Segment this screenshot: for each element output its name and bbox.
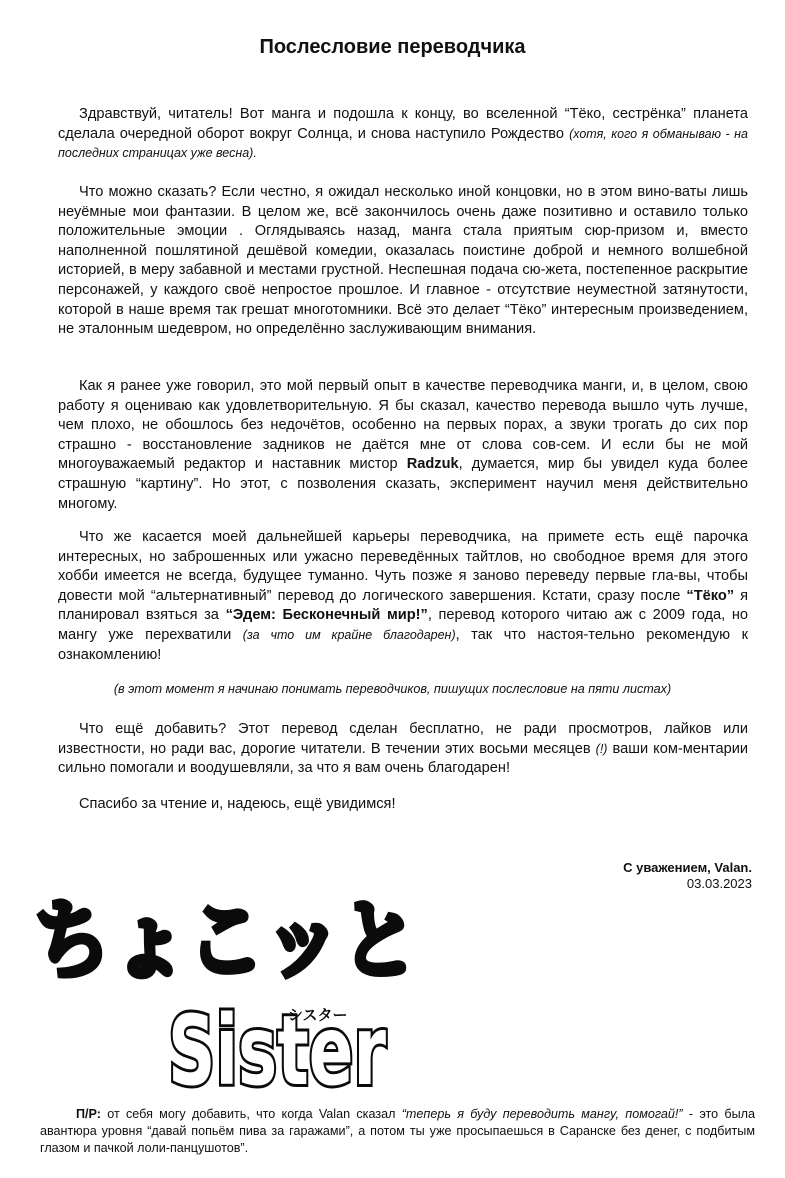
- postscript-quote: “теперь я буду переводить мангу, помогай!”: [401, 1107, 683, 1121]
- paragraph-text: ваши ком-ментарии сильно помогали и воодушевляли, за что я вам очень благодарен!: [58, 740, 749, 777]
- signature-date: 03.03.2023: [686, 876, 752, 891]
- postscript: [40, 1106, 755, 1157]
- signature: [623, 860, 752, 892]
- postscript-label: П/Р:: [76, 1107, 101, 1121]
- paragraph-career: [58, 528, 748, 665]
- paragraph-text: Здравствуй, читатель! Вот манга и подошла к концу, во вселенной “Тёко, сестрёнка” планета сделала очередной оборот вокруг Солнца, и снова наступило Рождество: [58, 106, 748, 142]
- logo-katakana: シスター: [288, 1006, 348, 1024]
- paragraph-impressions: [58, 183, 748, 340]
- logo-japanese: ちょこッと: [34, 891, 418, 991]
- aside-note: (за что им крайне благодарен): [242, 627, 456, 642]
- paragraph-text: , думается, мир бы увидел куда более страшную “картину”. Но этот, с позволения сказать, эксперимент научил меня действительно многому.: [58, 456, 748, 512]
- paragraph-text: Что же касается моей дальнейшей карьеры переводчика, на примете есть ещё парочка интересных, но заброшенных или ужасно переведённых тайтлов, но свободное время для этого хобби имеется не всегда, будущее туманно. Чуть позже я заново переведу первые гла-вы, чтобы довести мой “альтернативный” перевод до логического завершения. Кстати, сразу после: [58, 529, 748, 604]
- aside-line: (в этот момент я начинаю понимать переводчиков, пишущих послесловие на пяти листах): [113, 682, 672, 696]
- page-title: Послесловие переводчика: [259, 36, 526, 58]
- paragraph-text: , перевод которого читаю аж с 2009 года, но мангу уже перехватили: [58, 607, 748, 643]
- paragraph-text: Как я ранее уже говорил, это мой первый опыт в качестве переводчика манги, и, в целом, свою работу я оцениваю как удовлетворительную. Я бы сказал, качество перевода вышло чуть лучше, чем плохо, не обошлось без недочётов, особенно на первых порах, а звуки трогать до сих пор страшно - восстановление задников не даётся мне от слова сов-сем. И если бы не мой многоуважаемый редактор и наставник мистор: [58, 378, 748, 473]
- paragraph-farewell: [58, 795, 748, 815]
- paragraph-text: Спасибо за чтение и, надеюсь, ещё увидимся!: [79, 796, 396, 812]
- manga-title: “Тёко”: [686, 587, 735, 604]
- editor-name: Radzuk: [406, 456, 459, 473]
- postscript-text: от себя могу добавить, что когда Valan сказал: [100, 1107, 402, 1121]
- aside-note: (хотя, кого я обманываю - на последних страницах уже весна).: [58, 126, 748, 161]
- manga-title: “Эдем: Бесконечный мир!”: [225, 607, 428, 624]
- postscript-text: - это была авантюра уровня “давай попьём пива за гаражами”, а потом ты уже просыпаешься в Саранске без денег, с подбитым глазом и пачкой лоли-панцушотов”.: [40, 1107, 755, 1155]
- paragraph-text: я планировал взяться за: [58, 587, 748, 624]
- paragraph-experience: [58, 377, 748, 514]
- signature-name: С уважением, Valan.: [623, 860, 752, 875]
- paragraph-text: Что можно сказать? Если честно, я ожидал несколько иной концовки, но в этом вино-ваты лишь неуёмные мои фантазии. В целом же, всё закончилось очень даже позитивно и оставило только положительные эмоции . Оглядываясь назад, манга стала приятым сюр-призом и, вместо наполненной пошлятиной дешёвой комедии, оказалась поистине доброй и немного волшебной историей, в меру забавной и местами грустной. Неспешная подача сю-жета, постепенное раскрытие персонажей, у каждого своё непростое прошлое. И главное - отсутствие неуместной затянутости, которой в наше время так грешат многотомники. Всё это делает “Тёко” интересным произведением, не эталонным шедевром, но определённо заслуживающим внимания.: [58, 184, 748, 338]
- paragraph-thanks: [58, 720, 748, 779]
- aside-note: (!): [595, 741, 608, 756]
- paragraph-text: , так что настоя-тельно рекомендую к ознакомлению!: [58, 626, 748, 663]
- paragraph-text: Что ещё добавить? Этот перевод сделан бесплатно, не ради просмотров, лайков или известности, но ради вас, дорогие читатели. В течении этих восьми месяцев: [58, 721, 748, 757]
- paragraph-greeting: [58, 105, 748, 164]
- series-logo: [30, 862, 422, 1092]
- logo-english: Sister: [168, 995, 387, 1092]
